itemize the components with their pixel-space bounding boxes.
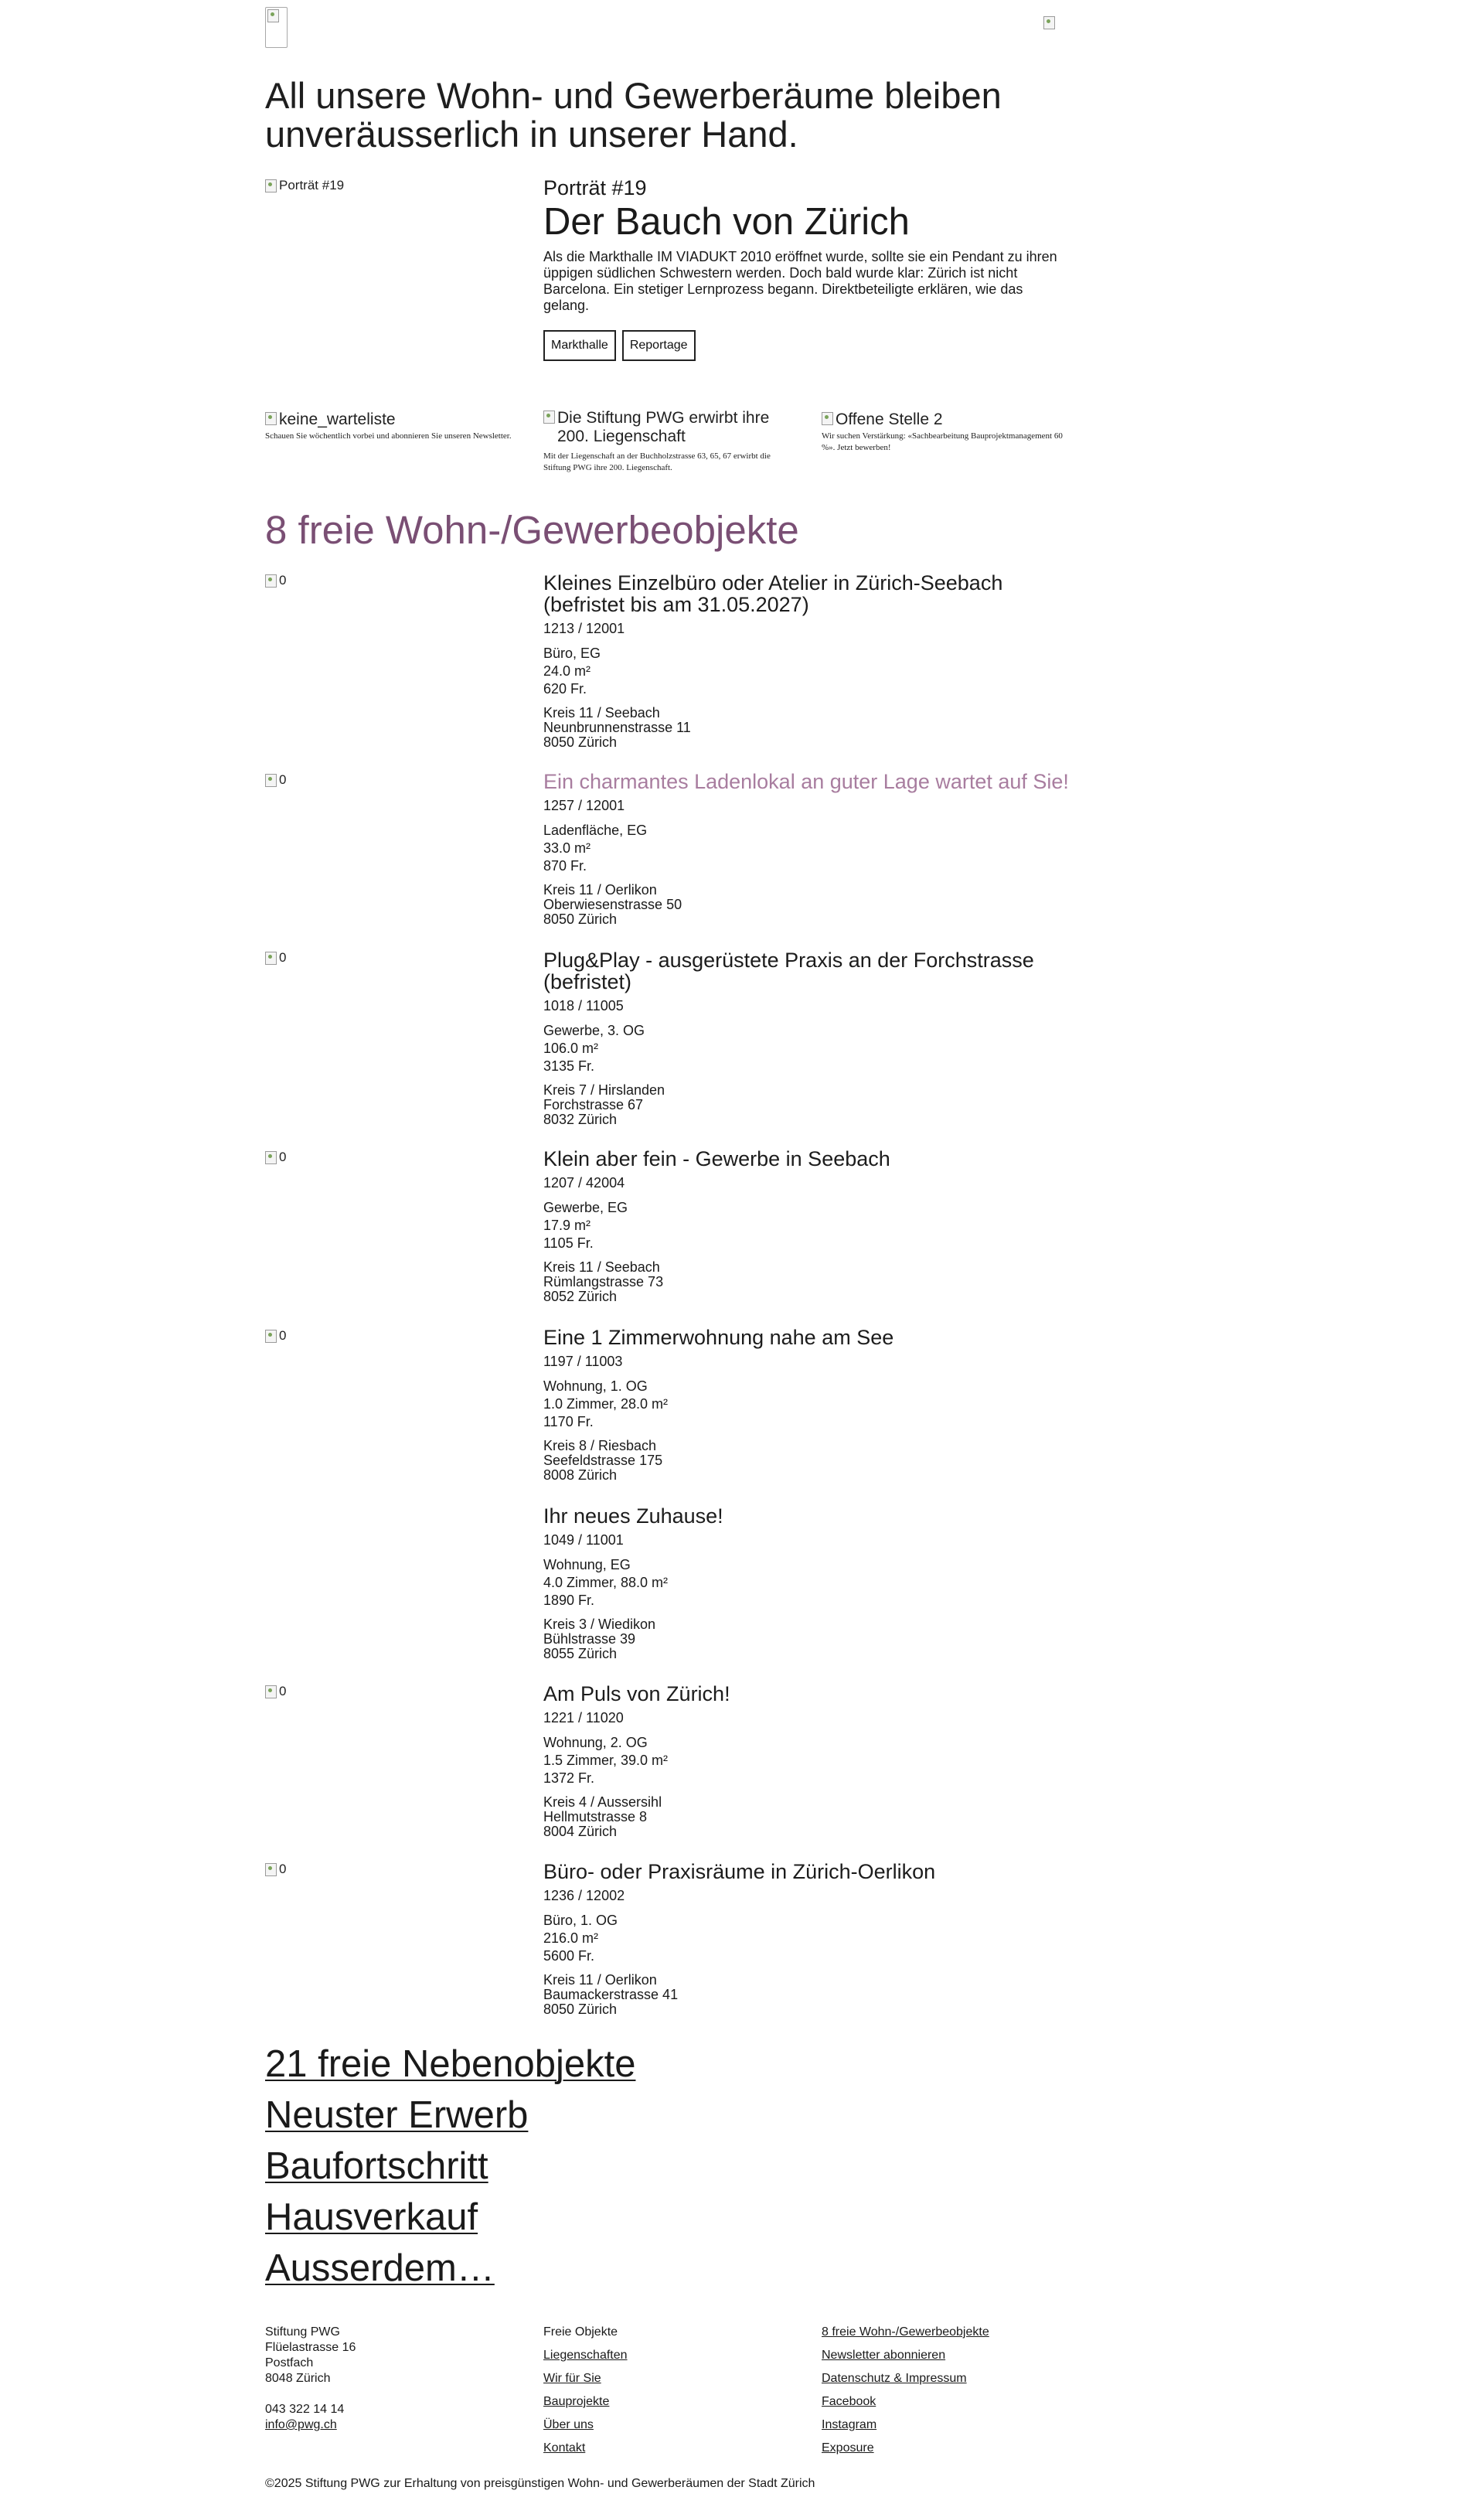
link-hausverkauf[interactable]: Hausverkauf bbox=[265, 2196, 478, 2238]
footer-link-newsletter[interactable]: Newsletter abonnieren bbox=[822, 2349, 946, 2362]
object-street: Bühlstrasse 39 bbox=[543, 1631, 636, 1647]
object-address bbox=[543, 1795, 1077, 1839]
broken-image-icon bbox=[267, 9, 279, 22]
object-district: Kreis 4 / Aussersihl bbox=[543, 1794, 662, 1810]
footer-link-bauprojekte[interactable]: Bauprojekte bbox=[543, 2395, 610, 2408]
object-type: Ladenfläche, EG bbox=[543, 823, 648, 838]
hero-image[interactable]: Porträt #19 bbox=[265, 178, 344, 193]
object-id: 1197 / 11003 bbox=[543, 1354, 623, 1369]
object-price: 620 Fr. bbox=[543, 681, 587, 697]
object-size: 216.0 m² bbox=[543, 1930, 599, 1946]
tag-button-reportage[interactable]: Reportage bbox=[622, 330, 696, 361]
footer-copyright: ©2025 Stiftung PWG zur Erhaltung von preisgünstigen Wohn- und Gewerberäumen der Stadt Zürich bbox=[265, 2477, 815, 2490]
object-id: 1236 / 12002 bbox=[543, 1888, 625, 1903]
footer-link-datenschutz[interactable]: Datenschutz & Impressum bbox=[822, 2372, 967, 2385]
object-details bbox=[543, 1556, 1077, 1610]
footer-link-kontakt[interactable]: Kontakt bbox=[543, 2441, 586, 2455]
object-type: Büro, EG bbox=[543, 646, 601, 661]
teaser-text: Wir suchen Verstärkung: «Sachbearbeitung Bauprojektmanagement 60 %». Jetzt bewerben! bbox=[822, 431, 1063, 452]
object-size: 17.9 m² bbox=[543, 1218, 591, 1233]
object-image[interactable]: 0 bbox=[265, 950, 286, 966]
page-tagline: All unsere Wohn- und Gewerberäume bleiben unveräusserlich in unserer Hand. bbox=[265, 75, 1002, 155]
footer-address bbox=[265, 2325, 356, 2433]
teaser-image: Die Stiftung PWG erwirbt ihre 200. Liegenschaft bbox=[543, 409, 798, 446]
object-image[interactable]: 0 bbox=[265, 1684, 286, 1699]
object-details bbox=[543, 1912, 1077, 1965]
object-district: Kreis 11 / Seebach bbox=[543, 1259, 660, 1275]
object-address bbox=[543, 1260, 1077, 1304]
broken-image-icon bbox=[265, 774, 277, 787]
object-district: Kreis 7 / Hirslanden bbox=[543, 1082, 665, 1098]
object-street: Rümlangstrasse 73 bbox=[543, 1274, 664, 1289]
broken-image-icon bbox=[265, 574, 277, 588]
object-street: Oberwiesenstrasse 50 bbox=[543, 897, 682, 912]
object-id: 1221 / 11020 bbox=[543, 1710, 624, 1726]
footer-link-facebook[interactable]: Facebook bbox=[822, 2395, 876, 2408]
footer-street: Flüelastrasse 16 bbox=[265, 2341, 356, 2354]
object-card[interactable] bbox=[543, 572, 1077, 750]
object-title[interactable]: Büro- oder Praxisräume in Zürich-Oerlikon bbox=[543, 1860, 936, 1883]
hero-title[interactable]: Der Bauch von Zürich bbox=[543, 201, 910, 243]
object-card[interactable] bbox=[543, 771, 1077, 927]
object-district: Kreis 11 / Oerlikon bbox=[543, 1972, 657, 1988]
object-image[interactable]: 0 bbox=[265, 1150, 286, 1165]
object-price: 3135 Fr. bbox=[543, 1058, 595, 1074]
teaser-card[interactable] bbox=[265, 411, 520, 442]
object-price: 1372 Fr. bbox=[543, 1770, 595, 1786]
footer-link-wir-fuer-sie[interactable]: Wir für Sie bbox=[543, 2372, 601, 2385]
object-image[interactable]: 0 bbox=[265, 1862, 286, 1877]
object-price: 1890 Fr. bbox=[543, 1593, 595, 1608]
object-title[interactable]: Ein charmantes Ladenlokal an guter Lage wartet auf Sie! bbox=[543, 770, 1069, 793]
object-card[interactable] bbox=[543, 1148, 1077, 1304]
object-type: Gewerbe, EG bbox=[543, 1200, 628, 1215]
object-type: Gewerbe, 3. OG bbox=[543, 1023, 645, 1038]
site-logo[interactable] bbox=[265, 7, 288, 48]
object-image[interactable]: 0 bbox=[265, 1328, 286, 1344]
object-title[interactable]: Plug&Play - ausgerüstete Praxis an der Forchstrasse (befristet) bbox=[543, 949, 1034, 993]
object-district: Kreis 11 / Seebach bbox=[543, 705, 660, 721]
object-type: Wohnung, 1. OG bbox=[543, 1378, 648, 1394]
object-address bbox=[543, 883, 1077, 927]
hero-tags bbox=[543, 330, 702, 361]
object-city: 8004 Zürich bbox=[543, 1824, 618, 1839]
object-price: 1170 Fr. bbox=[543, 1414, 594, 1429]
teaser-text: Schauen Sie wöchentlich vorbei und abonnieren Sie unseren Newsletter. bbox=[265, 431, 512, 441]
object-district: Kreis 3 / Wiedikon bbox=[543, 1617, 656, 1632]
object-id: 1018 / 11005 bbox=[543, 998, 624, 1014]
object-card[interactable] bbox=[543, 1683, 1077, 1839]
broken-image-icon bbox=[822, 412, 833, 425]
menu-icon[interactable] bbox=[1043, 16, 1055, 29]
object-details bbox=[543, 1734, 1077, 1787]
object-title[interactable]: Kleines Einzelbüro oder Atelier in Zürich-Seebach (befristet bis am 31.05.2027) bbox=[543, 571, 1003, 616]
footer-link-liegenschaften[interactable]: Liegenschaften bbox=[543, 2349, 628, 2362]
object-details bbox=[543, 1378, 1077, 1431]
object-city: 8050 Zürich bbox=[543, 734, 618, 750]
broken-image-icon bbox=[265, 412, 277, 425]
footer-link-exposure[interactable]: Exposure bbox=[822, 2441, 874, 2455]
object-id: 1049 / 11001 bbox=[543, 1532, 624, 1548]
object-street: Neunbrunnenstrasse 11 bbox=[543, 720, 691, 735]
broken-image-icon bbox=[265, 1685, 277, 1698]
object-type: Büro, 1. OG bbox=[543, 1913, 618, 1928]
object-street: Hellmutstrasse 8 bbox=[543, 1809, 648, 1824]
footer-postbox: Postfach bbox=[265, 2356, 314, 2369]
teaser-text: Mit der Liegenschaft an der Buchholzstrasse 63, 65, 67 erwirbt die Stiftung PWG ihre 200. Liegenschaft. bbox=[543, 451, 771, 472]
object-district: Kreis 11 / Oerlikon bbox=[543, 882, 657, 898]
object-price: 5600 Fr. bbox=[543, 1948, 595, 1964]
broken-image-icon bbox=[265, 952, 277, 965]
object-price: 1105 Fr. bbox=[543, 1235, 594, 1251]
object-details bbox=[543, 645, 1077, 698]
object-title[interactable]: Am Puls von Zürich! bbox=[543, 1682, 730, 1705]
object-city: 8050 Zürich bbox=[543, 911, 618, 927]
link-ausserdem[interactable]: Ausserdem… bbox=[265, 2247, 495, 2289]
object-id: 1213 / 12001 bbox=[543, 621, 625, 636]
teaser-card[interactable] bbox=[822, 411, 1077, 454]
object-size: 24.0 m² bbox=[543, 663, 591, 679]
object-size: 1.5 Zimmer, 39.0 m² bbox=[543, 1753, 669, 1768]
object-type: Wohnung, EG bbox=[543, 1557, 631, 1572]
footer-link-ueber-uns[interactable]: Über uns bbox=[543, 2418, 594, 2431]
object-address bbox=[543, 1439, 1077, 1483]
object-address bbox=[543, 1083, 1077, 1127]
object-card[interactable] bbox=[543, 1505, 1077, 1661]
object-card[interactable] bbox=[543, 949, 1077, 1127]
hero-text: Als die Markthalle IM VIADUKT 2010 eröffnet wurde, sollte sie ein Pendant zu ihren üppigen südlichen Schwestern werden. Doch bald wurde klar: Zürich ist nicht Barcelona. Ein stetiger Lernprozess begann. Direktbeteiligte erklären, wie das gelang. bbox=[543, 249, 1057, 313]
hero-label: Porträt #19 bbox=[543, 176, 647, 199]
footer-nav bbox=[543, 2321, 628, 2460]
object-city: 8050 Zürich bbox=[543, 2001, 618, 2017]
broken-image-icon bbox=[265, 1863, 277, 1876]
object-card[interactable] bbox=[543, 1327, 1077, 1483]
object-size: 106.0 m² bbox=[543, 1041, 599, 1056]
footer-city: 8048 Zürich bbox=[265, 2372, 331, 2385]
broken-image-icon bbox=[543, 411, 555, 424]
object-image[interactable]: 0 bbox=[265, 772, 286, 788]
object-street: Forchstrasse 67 bbox=[543, 1097, 644, 1112]
broken-image-icon bbox=[265, 1151, 277, 1164]
object-address bbox=[543, 1617, 1077, 1661]
object-city: 8008 Zürich bbox=[543, 1467, 618, 1483]
object-title[interactable]: Ihr neues Zuhause! bbox=[543, 1504, 723, 1528]
object-price: 870 Fr. bbox=[543, 858, 587, 874]
object-card[interactable] bbox=[543, 1861, 1077, 2017]
object-size: 1.0 Zimmer, 28.0 m² bbox=[543, 1396, 669, 1412]
object-image[interactable]: 0 bbox=[265, 573, 286, 588]
objects-heading[interactable]: 8 freie Wohn-/Gewerbeobjekte bbox=[265, 508, 799, 552]
footer-org: Stiftung PWG bbox=[265, 2325, 340, 2339]
object-details bbox=[543, 1022, 1077, 1075]
object-title[interactable]: Klein aber fein - Gewerbe in Seebach bbox=[543, 1147, 890, 1170]
object-title[interactable]: Eine 1 Zimmerwohnung nahe am See bbox=[543, 1326, 894, 1349]
teaser-image: Offene Stelle 2 bbox=[822, 411, 1077, 429]
object-address bbox=[543, 706, 1077, 750]
footer-more bbox=[822, 2321, 989, 2460]
link-nebenobjekte[interactable]: 21 freie Nebenobjekte bbox=[265, 2043, 636, 2085]
footer-link-objekte[interactable]: 8 freie Wohn-/Gewerbeobjekte bbox=[822, 2325, 989, 2339]
object-details bbox=[543, 1199, 1077, 1252]
section-links bbox=[265, 2039, 635, 2294]
object-id: 1207 / 42004 bbox=[543, 1175, 625, 1191]
teaser-card[interactable] bbox=[543, 409, 798, 474]
object-size: 4.0 Zimmer, 88.0 m² bbox=[543, 1575, 669, 1590]
footer-email-link[interactable]: info@pwg.ch bbox=[265, 2418, 337, 2431]
object-street: Baumackerstrasse 41 bbox=[543, 1987, 679, 2002]
broken-image-icon bbox=[265, 1330, 277, 1343]
link-baufortschritt[interactable]: Baufortschritt bbox=[265, 2145, 488, 2187]
object-city: 8032 Zürich bbox=[543, 1112, 618, 1127]
link-neuster-erwerb[interactable]: Neuster Erwerb bbox=[265, 2094, 529, 2136]
footer-link-freie-objekte[interactable]: Freie Objekte bbox=[543, 2325, 618, 2339]
object-district: Kreis 8 / Riesbach bbox=[543, 1438, 657, 1453]
object-street: Seefeldstrasse 175 bbox=[543, 1453, 663, 1468]
object-city: 8052 Zürich bbox=[543, 1289, 618, 1304]
object-details bbox=[543, 822, 1077, 875]
tag-button-markthalle[interactable]: Markthalle bbox=[543, 330, 616, 361]
footer-phone[interactable]: 043 322 14 14 bbox=[265, 2403, 345, 2416]
footer-link-instagram[interactable]: Instagram bbox=[822, 2418, 877, 2431]
object-address bbox=[543, 1973, 1077, 2017]
object-id: 1257 / 12001 bbox=[543, 798, 625, 813]
broken-image-icon bbox=[265, 179, 277, 192]
teaser-image: keine_warteliste bbox=[265, 411, 520, 429]
object-size: 33.0 m² bbox=[543, 840, 591, 856]
object-city: 8055 Zürich bbox=[543, 1646, 618, 1661]
object-type: Wohnung, 2. OG bbox=[543, 1735, 648, 1750]
